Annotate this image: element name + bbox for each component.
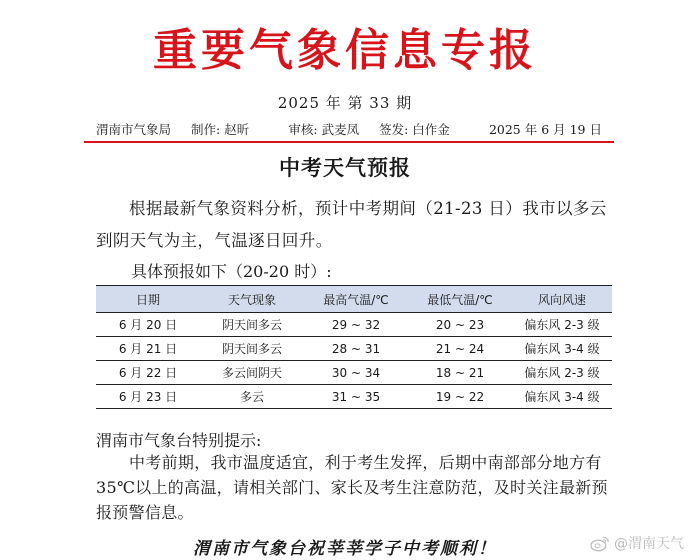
header-weather: 天气现象 xyxy=(200,286,304,313)
cell-weather: 阴天间多云 xyxy=(200,337,304,361)
cell-wind: 偏东风 3-4 级 xyxy=(512,385,612,409)
reviewed-label: 审核: xyxy=(288,122,318,137)
cell-max-temp: 31 ~ 35 xyxy=(304,385,408,409)
agency-group xyxy=(96,120,253,138)
weibo-watermark xyxy=(590,533,684,553)
watermark-text: @渭南天气 xyxy=(614,536,684,552)
cell-max-temp: 28 ~ 31 xyxy=(304,337,408,361)
header-wind: 风向风速 xyxy=(512,286,612,313)
article-title: 中考天气预报 xyxy=(279,155,411,180)
forecast-lead: 具体预报如下（20-20 时）: xyxy=(131,262,332,281)
header-min-temp: 最低气温/℃ xyxy=(408,286,512,313)
issue-date: 2025 年 6 月 19 日 xyxy=(488,122,602,137)
cell-max-temp: 29 ~ 32 xyxy=(304,313,408,337)
table-row xyxy=(96,313,612,337)
closing-wish: 渭南市气象台祝莘莘学子中考顺利！ xyxy=(193,539,497,559)
special-notice-body: 中考前期，我市温度适宜，利于考生发挥，后期中南部部分地方有 35℃以上的高温，请相关部门、家长及考生注意防范，及时关注最新预报预警信息。 xyxy=(96,453,608,522)
agency: 渭南市气象局 xyxy=(96,122,172,137)
table-header-row xyxy=(96,286,612,313)
cell-weather: 多云 xyxy=(200,385,304,409)
cell-date: 6 月 20 日 xyxy=(96,313,200,337)
cell-weather: 阴天间多云 xyxy=(200,313,304,337)
special-notice-heading: 渭南市气象台特别提示: xyxy=(96,431,262,450)
cell-min-temp: 21 ~ 24 xyxy=(408,337,512,361)
prepared-label: 制作: xyxy=(191,122,221,137)
cell-min-temp: 18 ~ 21 xyxy=(408,361,512,385)
document-title: 重要气象信息专报 xyxy=(153,25,537,76)
cell-weather: 多云间阴天 xyxy=(200,361,304,385)
cell-date: 6 月 21 日 xyxy=(96,337,200,361)
table-row xyxy=(96,385,612,409)
issued-by: 白作金 xyxy=(412,122,450,137)
forecast-table xyxy=(96,285,612,409)
cell-wind: 偏东风 2-3 级 xyxy=(512,361,612,385)
cell-wind: 偏东风 3-4 级 xyxy=(512,337,612,361)
cell-date: 6 月 22 日 xyxy=(96,361,200,385)
table-row xyxy=(96,337,612,361)
prepared-by: 赵昕 xyxy=(224,122,250,137)
document-meta xyxy=(96,120,606,138)
date-group xyxy=(489,120,606,138)
reviewed-by: 武麦凤 xyxy=(321,122,360,137)
intro-paragraph: 根据最新气象资料分析，预计中考期间（21-23 日）我市以多云到阴天气为主，气温逐日回升。 xyxy=(96,199,607,250)
review-group xyxy=(288,120,453,138)
header-divider xyxy=(84,141,614,143)
issue-number: 2025 年 第 33 期 xyxy=(277,94,413,112)
weibo-icon xyxy=(590,534,610,552)
issued-label: 签发: xyxy=(379,122,409,137)
cell-max-temp: 30 ~ 34 xyxy=(304,361,408,385)
cell-wind: 偏东风 2-3 级 xyxy=(512,313,612,337)
cell-min-temp: 20 ~ 23 xyxy=(408,313,512,337)
table-row xyxy=(96,361,612,385)
header-date: 日期 xyxy=(96,286,200,313)
header-max-temp: 最高气温/℃ xyxy=(304,286,408,313)
cell-date: 6 月 23 日 xyxy=(96,385,200,409)
cell-min-temp: 19 ~ 22 xyxy=(408,385,512,409)
